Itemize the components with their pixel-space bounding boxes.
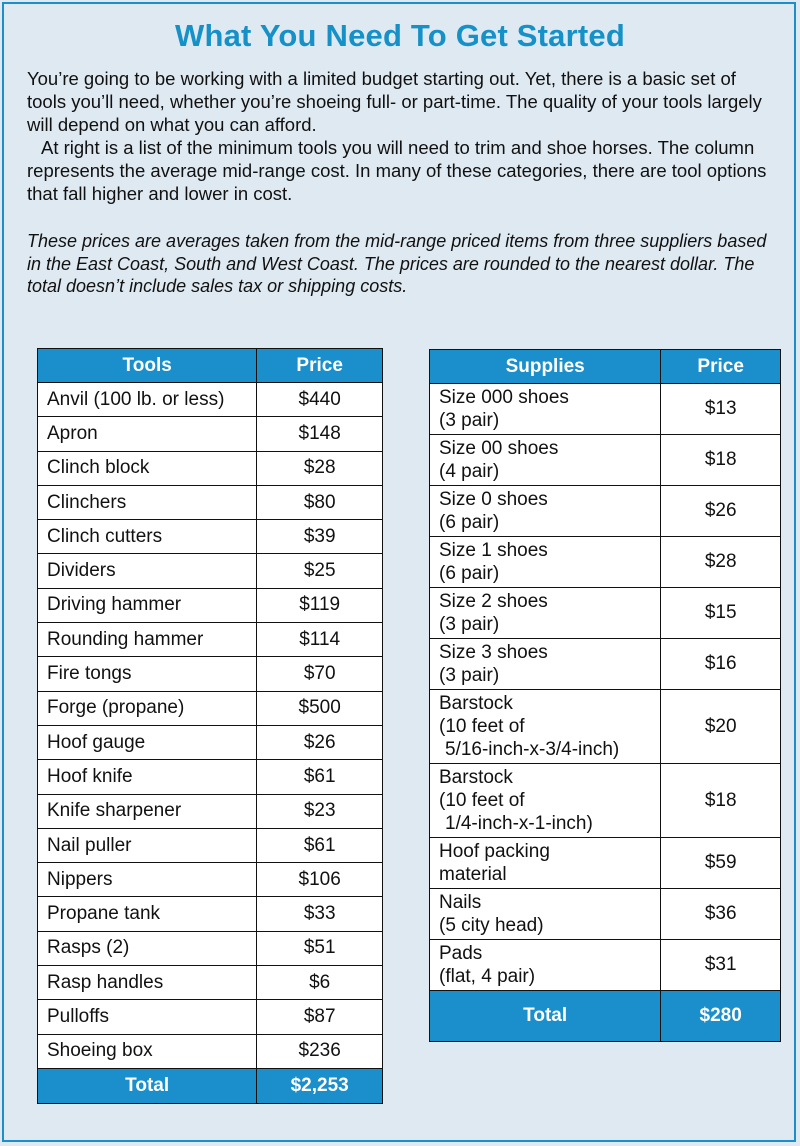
supplies-total-row: [430, 991, 781, 1042]
supply-name-line: (5 city head): [439, 915, 544, 936]
supply-name: [430, 690, 661, 764]
table-row: [38, 623, 383, 657]
supply-name-line: (6 pair): [439, 512, 500, 533]
supply-name-line: Size 000 shoes: [439, 387, 569, 408]
supply-name: [430, 435, 661, 486]
tool-price: $106: [257, 863, 383, 897]
supply-name-line: 1/4-inch-x-1-inch): [445, 813, 593, 834]
tool-price: $61: [257, 828, 383, 862]
tool-price: $500: [257, 691, 383, 725]
table-row: [38, 1000, 383, 1034]
supply-name: [430, 537, 661, 588]
supply-name-line: Size 1 shoes: [439, 540, 548, 561]
tool-name: Fire tongs: [38, 657, 257, 691]
supply-name-line: material: [439, 864, 507, 885]
tool-name: Nail puller: [38, 828, 257, 862]
supply-price: $15: [661, 588, 781, 639]
tool-price: $26: [257, 725, 383, 759]
supply-name-line: Pads: [439, 943, 483, 964]
table-row: [430, 838, 781, 889]
supply-price: $16: [661, 639, 781, 690]
intro-text: [27, 67, 777, 205]
table-row: [38, 657, 383, 691]
supply-name: [430, 838, 661, 889]
supplies-price-column-header: Price: [661, 350, 781, 384]
supply-name-line: Barstock: [439, 693, 513, 714]
tool-price: $119: [257, 588, 383, 622]
supply-price: $18: [661, 764, 781, 838]
supplies-total-label: Total: [430, 991, 661, 1042]
supply-price: $26: [661, 486, 781, 537]
tool-price: $80: [257, 485, 383, 519]
supply-price: $20: [661, 690, 781, 764]
supply-price: $28: [661, 537, 781, 588]
tool-price: $28: [257, 451, 383, 485]
table-row: [430, 690, 781, 764]
supply-name-line: 5/16-inch-x-3/4-inch): [445, 739, 620, 760]
tool-name: Rasps (2): [38, 931, 257, 965]
supply-name-line: (10 feet of: [439, 790, 525, 811]
tool-price: $236: [257, 1034, 383, 1068]
table-row: [430, 537, 781, 588]
supply-name-line: (3 pair): [439, 665, 500, 686]
table-row: [430, 764, 781, 838]
table-row: [38, 828, 383, 862]
supply-price: $18: [661, 435, 781, 486]
tool-name: Propane tank: [38, 897, 257, 931]
table-row: [38, 383, 383, 417]
tools-table: [37, 348, 383, 1104]
supply-name-line: (flat, 4 pair): [439, 966, 536, 987]
tools-total-row: [38, 1068, 383, 1103]
tool-price: $87: [257, 1000, 383, 1034]
tool-price: $440: [257, 383, 383, 417]
table-row: [38, 417, 383, 451]
intro-paragraph-1: You’re going to be working with a limited budget starting out. Yet, there is a basic set of tools you’ll need, whether you’re shoeing full- or part-time. The quality of your tools largely will depend on what you can afford.: [27, 68, 762, 135]
intro-paragraph-2: At right is a list of the minimum tools you will need to trim and shoe horses. The column represents the average mid-range cost. In many of these categories, there are tool options that fall higher and lower in cost.: [27, 137, 767, 204]
supply-name-line: (3 pair): [439, 410, 500, 431]
supply-name-line: (6 pair): [439, 563, 500, 584]
table-row: [38, 760, 383, 794]
supply-name: [430, 486, 661, 537]
price-note: These prices are averages taken from the mid-range priced items from three suppliers based in the East Coast, South and West Coast. The prices are rounded to the nearest dollar. The total doesn’t include sales tax or shipping costs.: [27, 231, 767, 296]
supply-name-line: Nails: [439, 892, 482, 913]
tool-price: $114: [257, 623, 383, 657]
table-row: [38, 966, 383, 1000]
table-row: [38, 451, 383, 485]
tool-name: Hoof knife: [38, 760, 257, 794]
table-row: [38, 897, 383, 931]
supply-name: [430, 764, 661, 838]
tool-name: Forge (propane): [38, 691, 257, 725]
supply-name-line: Size 00 shoes: [439, 438, 559, 459]
tool-price: $25: [257, 554, 383, 588]
tool-name: Clinchers: [38, 485, 257, 519]
supply-price: $36: [661, 889, 781, 940]
supplies-body: [430, 384, 781, 1042]
tool-name: Rounding hammer: [38, 623, 257, 657]
supplies-header-row: [430, 350, 781, 384]
tools-column-header: Tools: [38, 349, 257, 383]
supply-name: [430, 384, 661, 435]
tool-name: Pulloffs: [38, 1000, 257, 1034]
tools-price-column-header: Price: [257, 349, 383, 383]
table-row: [38, 794, 383, 828]
tool-name: Apron: [38, 417, 257, 451]
tool-name: Hoof gauge: [38, 725, 257, 759]
tool-price: $61: [257, 760, 383, 794]
tools-body: [38, 383, 383, 1104]
tools-total-value: $2,253: [257, 1068, 383, 1103]
tool-name: Clinch cutters: [38, 520, 257, 554]
supply-price: $31: [661, 940, 781, 991]
table-row: [430, 889, 781, 940]
tools-total-label: Total: [38, 1068, 257, 1103]
tool-price: $6: [257, 966, 383, 1000]
table-row: [38, 725, 383, 759]
supply-name: [430, 889, 661, 940]
tool-price: $148: [257, 417, 383, 451]
table-row: [38, 554, 383, 588]
tool-price: $23: [257, 794, 383, 828]
tool-name: Dividers: [38, 554, 257, 588]
tool-name: Knife sharpener: [38, 794, 257, 828]
table-row: [430, 639, 781, 690]
supply-name-line: (3 pair): [439, 614, 500, 635]
table-row: [38, 1034, 383, 1068]
supply-name: [430, 639, 661, 690]
supplies-table: [429, 349, 781, 1042]
table-row: [430, 588, 781, 639]
supply-name: [430, 588, 661, 639]
table-row: [38, 691, 383, 725]
table-row: [430, 940, 781, 991]
tool-price: $33: [257, 897, 383, 931]
supply-name: [430, 940, 661, 991]
table-row: [38, 931, 383, 965]
supplies-total-value: $280: [661, 991, 781, 1042]
table-row: [38, 863, 383, 897]
tool-name: Rasp handles: [38, 966, 257, 1000]
supply-price: $59: [661, 838, 781, 889]
supply-name-line: Size 2 shoes: [439, 591, 548, 612]
tool-name: Driving hammer: [38, 588, 257, 622]
table-row: [38, 485, 383, 519]
tool-price: $51: [257, 931, 383, 965]
supply-price: $13: [661, 384, 781, 435]
supplies-column-header: Supplies: [430, 350, 661, 384]
tool-name: Shoeing box: [38, 1034, 257, 1068]
supply-name-line: (10 feet of: [439, 716, 525, 737]
supply-name-line: (4 pair): [439, 461, 500, 482]
supply-name-line: Size 3 shoes: [439, 642, 548, 663]
supply-name-line: Hoof packing: [439, 841, 550, 862]
table-row: [430, 486, 781, 537]
table-row: [38, 520, 383, 554]
tool-name: Anvil (100 lb. or less): [38, 383, 257, 417]
supply-name-line: Barstock: [439, 767, 513, 788]
tool-name: Nippers: [38, 863, 257, 897]
table-row: [430, 384, 781, 435]
tool-name: Clinch block: [38, 451, 257, 485]
page-title: What You Need To Get Started: [175, 18, 625, 53]
tools-header-row: [38, 349, 383, 383]
table-row: [38, 588, 383, 622]
supply-name-line: Size 0 shoes: [439, 489, 548, 510]
tool-price: $39: [257, 520, 383, 554]
table-row: [430, 435, 781, 486]
tool-price: $70: [257, 657, 383, 691]
